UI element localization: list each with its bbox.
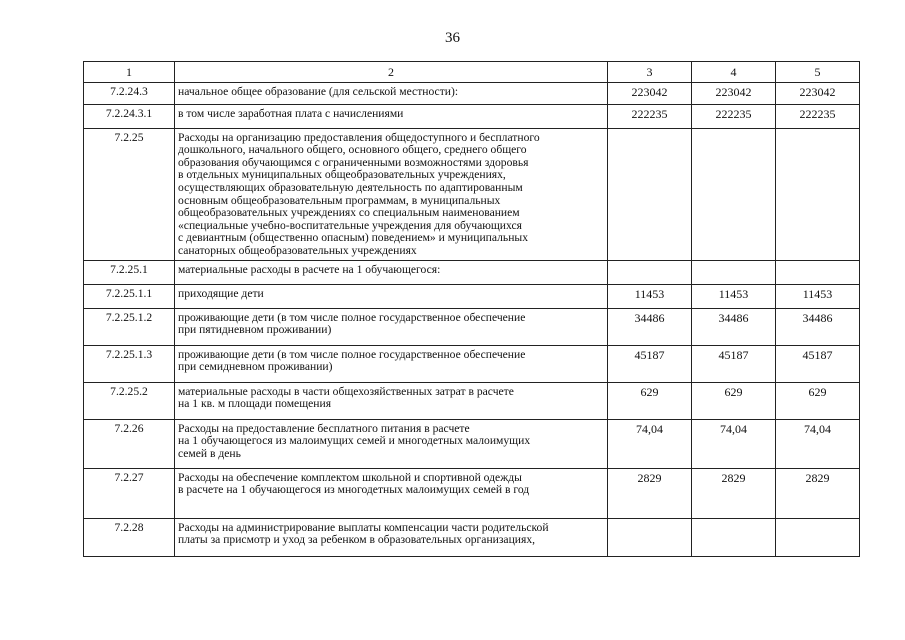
- description-line: в расчете на 1 обучающегося из многодетных малоимущих семей в год: [178, 483, 530, 497]
- row-value-5: 223042: [776, 82, 860, 104]
- row-description: в том числе заработная плата с начислениями: [175, 104, 608, 128]
- row-description: [175, 128, 608, 260]
- row-value-3: 223042: [608, 82, 692, 104]
- tariff-table: [83, 61, 860, 557]
- row-description: приходящие дети: [175, 284, 608, 308]
- header-col-5: 5: [776, 62, 860, 83]
- row-code: 7.2.25.1.2: [84, 308, 175, 345]
- row-value-5: [776, 260, 860, 284]
- description-line: Расходы на обеспечение комплектом школьной и спортивной одежды: [178, 470, 522, 484]
- row-value-5: 222235: [776, 104, 860, 128]
- row-code: 7.2.26: [84, 419, 175, 468]
- description-line: на 1 обучающегося из малоимущих семей и многодетных малоимущих: [178, 434, 531, 448]
- row-value-3: 74,04: [608, 419, 692, 468]
- row-value-5: [776, 128, 860, 260]
- table-row: [84, 260, 860, 284]
- row-value-5: 629: [776, 382, 860, 419]
- row-value-4: 629: [692, 382, 776, 419]
- description-line: с девиантным (общественно опасным) поведением» и муниципальных: [178, 231, 528, 245]
- row-code: 7.2.25.1: [84, 260, 175, 284]
- description-line: «специальные учебно-воспитательные учреждения для обучающихся: [178, 218, 522, 232]
- row-value-3: 11453: [608, 284, 692, 308]
- row-description: начальное общее образование (для сельской местности):: [175, 82, 608, 104]
- row-description: [175, 419, 608, 468]
- row-value-4: [692, 518, 776, 556]
- row-code: 7.2.24.3: [84, 82, 175, 104]
- description-line: санаторных общеобразовательных учреждениях: [178, 243, 417, 257]
- table-row: [84, 308, 860, 345]
- description-line: Расходы на администрирование выплаты компенсации части родительской: [178, 520, 549, 534]
- row-value-4: [692, 260, 776, 284]
- table-row: [84, 419, 860, 468]
- row-description: [175, 382, 608, 419]
- description-line: при семидневном проживании): [178, 360, 333, 374]
- row-value-5: 2829: [776, 468, 860, 518]
- description-line: при пятидневном проживании): [178, 323, 332, 337]
- row-value-4: 2829: [692, 468, 776, 518]
- row-value-4: 223042: [692, 82, 776, 104]
- table-row: [84, 518, 860, 556]
- header-col-4: 4: [692, 62, 776, 83]
- description-line: осуществляющих образовательную деятельность по адаптированным: [178, 180, 523, 194]
- description-line: проживающие дети (в том числе полное государственное обеспечение: [178, 347, 526, 361]
- row-value-3: 2829: [608, 468, 692, 518]
- header-col-3: 3: [608, 62, 692, 83]
- row-description: [175, 518, 608, 556]
- description-line: платы за присмотр и уход за ребенком в образовательных организациях,: [178, 533, 536, 547]
- header-row: [84, 62, 860, 83]
- row-value-5: 11453: [776, 284, 860, 308]
- row-code: 7.2.25.1.3: [84, 345, 175, 382]
- description-line: на 1 кв. м площади помещения: [178, 397, 332, 411]
- row-value-4: 11453: [692, 284, 776, 308]
- description-line: проживающие дети (в том числе полное государственное обеспечение: [178, 310, 526, 324]
- header-col-2: 2: [175, 62, 608, 83]
- row-description: материальные расходы в расчете на 1 обучающегося:: [175, 260, 608, 284]
- row-value-5: [776, 518, 860, 556]
- table-row: [84, 284, 860, 308]
- row-code: 7.2.24.3.1: [84, 104, 175, 128]
- table-row: [84, 468, 860, 518]
- description-line: Расходы на предоставление бесплатного питания в расчете: [178, 421, 470, 435]
- row-code: 7.2.28: [84, 518, 175, 556]
- row-value-3: [608, 518, 692, 556]
- description-line: Расходы на организацию предоставления общедоступного и бесплатного: [178, 130, 540, 144]
- row-value-5: 74,04: [776, 419, 860, 468]
- row-description: [175, 308, 608, 345]
- row-value-5: 34486: [776, 308, 860, 345]
- row-value-4: 74,04: [692, 419, 776, 468]
- description-line: образования обучающимся с ограниченными возможностями здоровья: [178, 155, 529, 169]
- row-description: [175, 345, 608, 382]
- table-row: [84, 345, 860, 382]
- page-number: 36: [445, 30, 460, 46]
- table-row: [84, 104, 860, 128]
- description-line: дошкольного, начального общего, основного общего, среднего общего: [178, 143, 527, 157]
- row-value-3: [608, 128, 692, 260]
- row-value-4: 34486: [692, 308, 776, 345]
- description-line: в отдельных муниципальных общеобразовательных учреждениях,: [178, 168, 506, 182]
- row-value-4: 45187: [692, 345, 776, 382]
- row-value-5: 45187: [776, 345, 860, 382]
- table-row: [84, 382, 860, 419]
- row-value-3: 45187: [608, 345, 692, 382]
- row-code: 7.2.25.1.1: [84, 284, 175, 308]
- header-col-1: 1: [84, 62, 175, 83]
- row-value-3: [608, 260, 692, 284]
- description-line: семей в день: [178, 446, 241, 460]
- row-code: 7.2.25: [84, 128, 175, 260]
- row-value-4: [692, 128, 776, 260]
- row-description: [175, 468, 608, 518]
- row-value-3: 222235: [608, 104, 692, 128]
- row-value-4: 222235: [692, 104, 776, 128]
- description-line: общеобразовательных учреждениях со специальным наименованием: [178, 206, 520, 220]
- description-line: материальные расходы в части общехозяйственных затрат в расчете: [178, 384, 514, 398]
- table-row: [84, 128, 860, 260]
- row-value-3: 629: [608, 382, 692, 419]
- table-row: [84, 82, 860, 104]
- description-line: основным общеобразовательным программам, в муниципальных: [178, 193, 501, 207]
- row-value-3: 34486: [608, 308, 692, 345]
- row-code: 7.2.27: [84, 468, 175, 518]
- row-code: 7.2.25.2: [84, 382, 175, 419]
